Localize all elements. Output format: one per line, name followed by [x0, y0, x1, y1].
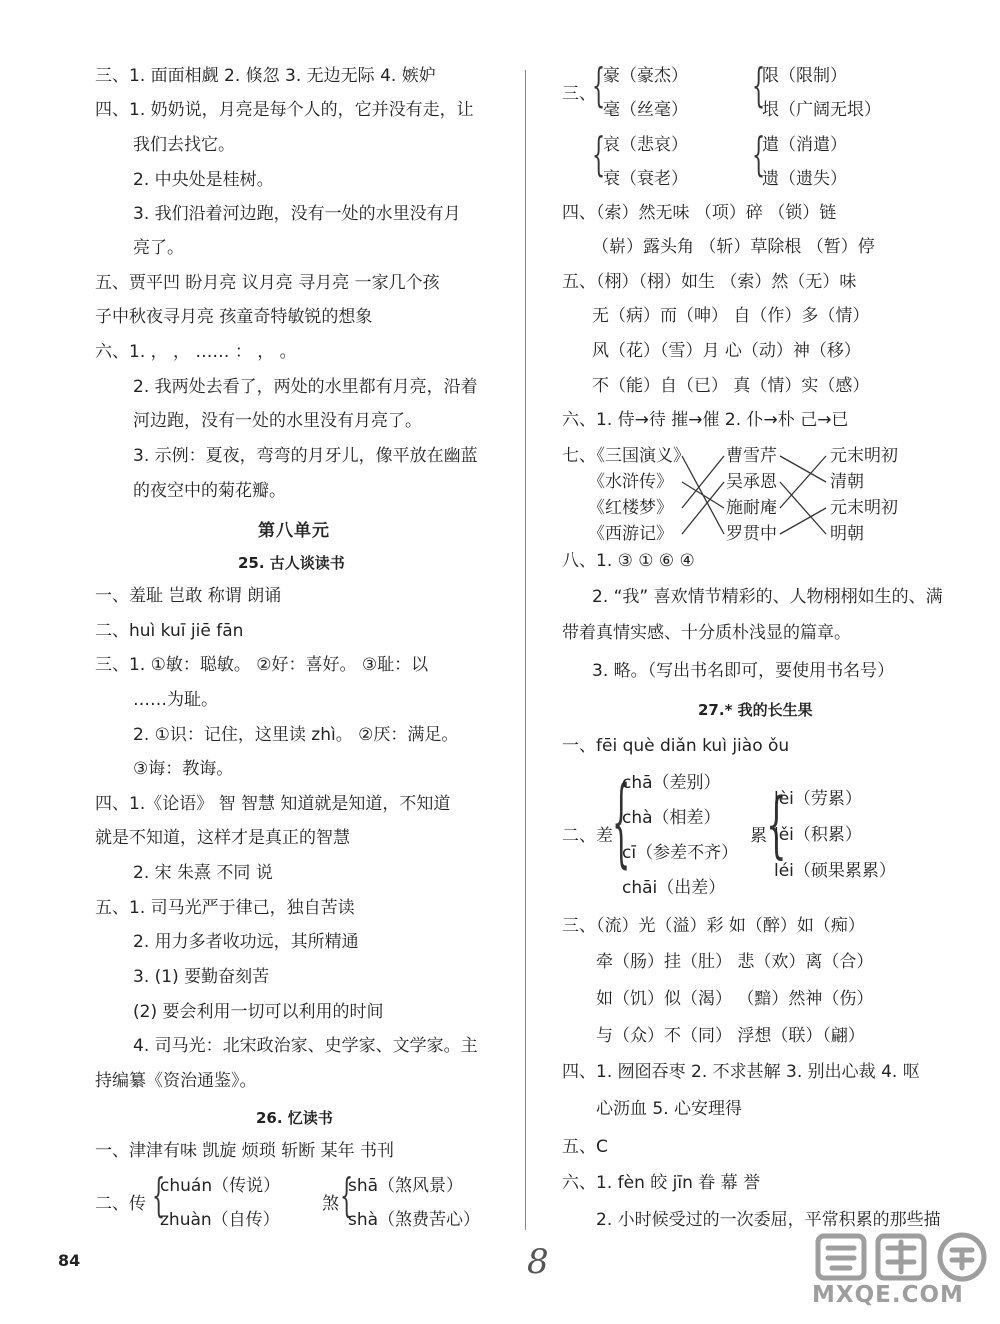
answer-line: 五、贾平凹 盼月亮 议月亮 寻月亮 一家几个孩: [95, 273, 440, 293]
answer-label: 煞: [322, 1194, 339, 1214]
handwritten-mark: 8: [527, 1242, 549, 1282]
answer-line: 一、津津有味 凯旋 烦琐 斩断 某年 书刊: [95, 1141, 395, 1161]
pinyin-line: shà（煞费苦心）: [348, 1210, 481, 1230]
book-title: 《水浒传》: [588, 472, 673, 492]
answer-line: 2. 宋 朱熹 不同 说: [133, 863, 273, 883]
era-label: 明朝: [830, 524, 864, 544]
pinyin-line: chāi（出差）: [622, 878, 726, 898]
era-label: 元末明初: [830, 498, 898, 518]
answer-line: 衰（衰老）: [603, 169, 688, 189]
answer-line: 的夜空中的菊花瓣。: [133, 481, 286, 501]
watermark-logo: [812, 1228, 992, 1284]
brace: {: [752, 58, 766, 112]
pinyin-line: chā（差别）: [622, 773, 721, 793]
answer-line: 不（能）自（已） 真（情）实（感）: [592, 376, 870, 396]
watermark-url: MXQE.COM: [812, 1282, 964, 1308]
match-line: [780, 456, 826, 482]
answer-line: 我们去找它。: [133, 135, 235, 155]
pinyin-line: shā（煞风景）: [348, 1176, 464, 1196]
answer-line: 如（饥）似（渴） （黯）然神（伤）: [596, 989, 874, 1009]
brace: {: [752, 127, 766, 181]
section-heading: 27.* 我的长生果: [698, 701, 813, 719]
answer-line: 四、1.《论语》 智 智慧 知道就是知道，不知道: [95, 794, 451, 814]
answer-label: 累: [750, 826, 767, 846]
answer-label: 三、: [562, 84, 596, 104]
answer-line: 2. 用力多者收功远，其所精通: [133, 932, 359, 952]
matching-lines: [650, 440, 840, 550]
answer-line: ……为耻。: [133, 690, 218, 710]
match-line: [780, 482, 826, 534]
answer-line: 四、1. 囫囵吞枣 2. 不求甚解 3. 别出心裁 4. 呕: [562, 1062, 920, 1082]
answer-line: 豪（豪杰）: [603, 66, 688, 86]
unit-title: 第八单元: [258, 521, 330, 541]
book-title: 《三国演义》: [588, 446, 690, 466]
pinyin-line: léi（硕果累累）: [774, 861, 896, 881]
brace: {: [612, 766, 631, 878]
answer-line: ③诲：教诲。: [133, 759, 234, 779]
match-line: [780, 456, 826, 508]
era-label: 清朝: [830, 472, 864, 492]
answer-line: 子中秋夜寻月亮 孩童奇特敏锐的想象: [95, 307, 373, 327]
answer-line: 2. ①识：记住，这里读 zhì。 ②厌：满足。: [133, 725, 459, 745]
answer-line: 一、羞耻 岂敢 称谓 朗诵: [95, 586, 282, 606]
answer-line: 遣（消遣）: [762, 135, 847, 155]
answer-line: 3. (1) 要勤奋刻苦: [133, 967, 270, 987]
brace: {: [340, 1168, 354, 1222]
answer-line: 垠（广阔无垠）: [762, 100, 881, 120]
answer-line: 带着真情实感、十分质朴浅显的篇章。: [562, 623, 851, 643]
match-line: [682, 482, 724, 508]
answer-label: 七、: [562, 446, 596, 466]
answer-line: 无（病）而（呻） 自（作）多（情）: [592, 306, 870, 326]
author-name: 吴承恩: [726, 472, 777, 492]
era-label: 元末明初: [830, 446, 898, 466]
answer-line: （崭）露头角 （斩）草除根 （暂）停: [592, 237, 875, 257]
pinyin-line: zhuàn（自传）: [160, 1210, 280, 1230]
answer-line: 二、huì kuī jiē fān: [95, 621, 244, 641]
answer-line: 2. “我” 喜欢情节精彩的、人物栩栩如生的、满: [592, 587, 943, 607]
answer-line: 五、1. 司马光严于律己，独自苦读: [95, 898, 355, 918]
pinyin-line: cī（参差不齐）: [622, 843, 739, 863]
brace: {: [592, 127, 606, 181]
answer-line: 一、fēi què diǎn kuì jiào ǒu: [562, 736, 790, 756]
answer-line: 3. 略。（写出书名即可，要使用书名号）: [592, 661, 895, 681]
answer-line: 三、1. 面面相觑 2. 倏忽 3. 无边无际 4. 嫉妒: [95, 66, 436, 86]
answer-line: 五、（栩）（栩）如生 （索）然（无）味: [562, 272, 857, 292]
answer-line: 三、（流）光（溢）彩 如（醉）如（痴）: [562, 916, 865, 936]
answer-line: 哀（悲哀）: [603, 135, 688, 155]
answer-line: 4. 司马光：北宋政治家、史学家、文学家。主: [133, 1036, 478, 1056]
section-heading: 25. 古人谈读书: [238, 554, 345, 572]
section-heading: 26. 忆读书: [256, 1109, 333, 1127]
answer-line: 八、1. ③ ① ⑥ ④: [562, 551, 695, 571]
answer-line: 2. 小时候受过的一次委屈，平常积累的那些描: [596, 1210, 941, 1230]
answer-line: 3. 我们沿着河边跑，没有一处的水里没有月: [133, 204, 461, 224]
answer-line: 遗（遗失）: [762, 169, 847, 189]
answer-line: 六、1. 侍→待 摧→催 2. 仆→朴 己→已: [562, 410, 849, 430]
answer-line: 四、（索）然无味 （项）碎 （锁）链: [562, 203, 837, 223]
match-line: [780, 508, 826, 534]
book-title: 《西游记》: [588, 524, 673, 544]
answer-line: (2) 要会利用一切可以利用的时间: [133, 1002, 384, 1022]
brace: {: [766, 782, 787, 866]
author-name: 罗贯中: [726, 524, 777, 544]
answer-line: 六、1. fèn 皎 jīn 眷 幕 誉: [562, 1173, 761, 1193]
brace: {: [152, 1168, 166, 1222]
answer-line: 风（花）（雪）月 心（动）神（移）: [592, 341, 861, 361]
answer-line: 就是不知道，这样才是真正的智慧: [95, 828, 350, 848]
answer-line: 六、1. ， ， …… ： ， 。: [95, 342, 297, 362]
answer-line: 3. 示例：夏夜，弯弯的月牙儿，像平放在幽蓝: [133, 446, 478, 466]
column-divider: [525, 70, 526, 1230]
pinyin-line: lěi（积累）: [774, 825, 862, 845]
match-line: [682, 482, 724, 534]
answer-line: 持编纂《资治通鉴》。: [95, 1071, 257, 1091]
pinyin-line: chuán（传说）: [160, 1176, 281, 1196]
answer-label: 二、差: [562, 826, 613, 846]
answer-line: 毫（丝毫）: [603, 100, 688, 120]
author-name: 曹雪芹: [726, 446, 777, 466]
answer-line: 河边跑，没有一处的水里没有月亮了。: [133, 411, 422, 431]
answer-line: 与（众）不（同） 浮想（联）（翩）: [596, 1026, 865, 1046]
answer-line: 牵（肠）挂（肚） 悲（欢）离（合）: [596, 952, 874, 972]
answer-line: 心沥血 5. 心安理得: [596, 1099, 743, 1119]
page-number: 84: [58, 1251, 81, 1270]
answer-line: 三、1. ①敏：聪敏。 ②好：喜好。 ③耻：以: [95, 655, 429, 675]
answer-line: 2. 中央处是桂树。: [133, 170, 274, 190]
brace: {: [592, 58, 606, 112]
author-name: 施耐庵: [726, 498, 777, 518]
answer-line: 2. 我两处去看了，两处的水里都有月亮，沿着: [133, 377, 478, 397]
answer-line: 五、C: [562, 1137, 608, 1157]
answer-line: 四、1. 奶奶说，月亮是每个人的，它并没有走，让: [95, 100, 474, 120]
pinyin-line: lèi（劳累）: [774, 789, 862, 809]
pinyin-line: chà（相差）: [622, 808, 721, 828]
answer-label: 二、传: [95, 1194, 146, 1214]
answer-line: 亮了。: [133, 238, 184, 258]
book-title: 《红楼梦》: [588, 498, 673, 518]
answer-line: 限（限制）: [762, 66, 847, 86]
match-line: [682, 456, 724, 508]
